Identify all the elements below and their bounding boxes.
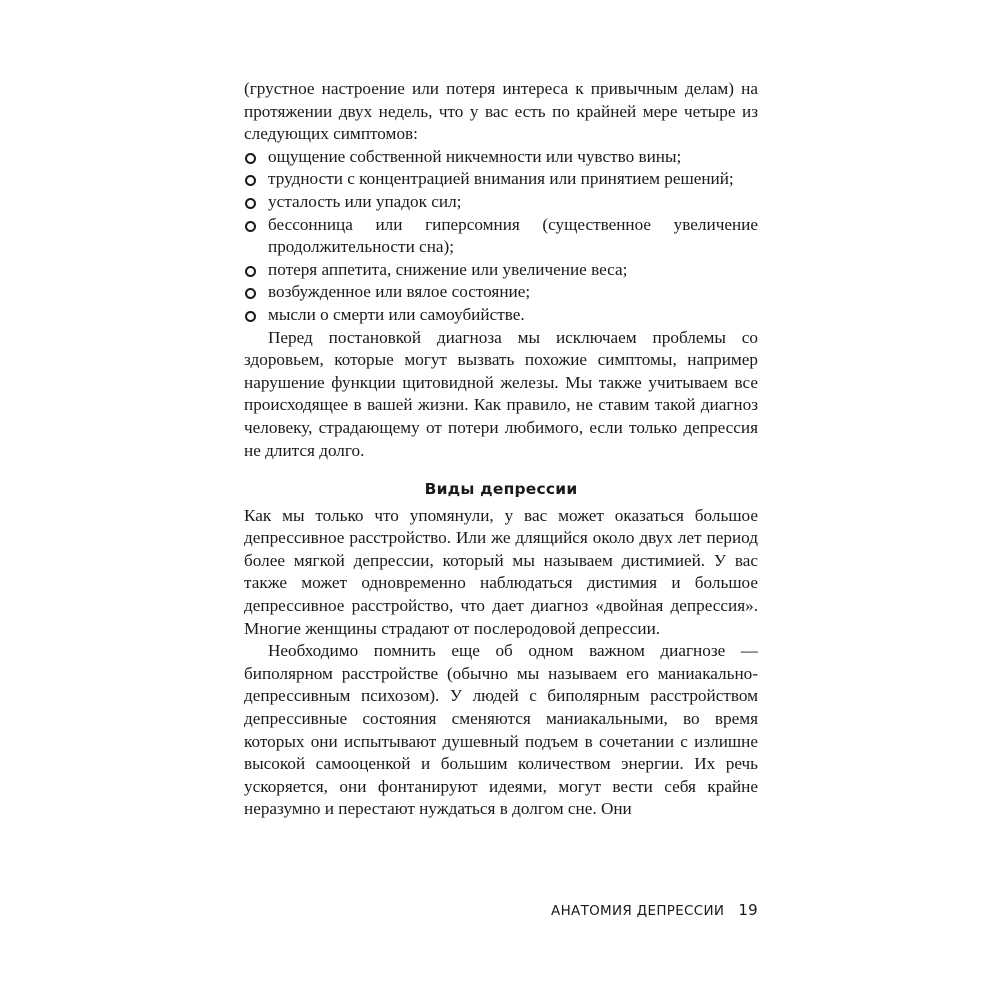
page-number: 19 [738, 901, 758, 919]
types-paragraph: Как мы только что упомянули, у вас может оказаться большое депрессивное расстройство. Или же длящийся около двух лет период более мягкой депрессии, который мы называем дистимией. У вас также может одновременно наблюдаться дистимия и большое депрессивное расстройство, что дает диагноз «двойная депрессия». Многие женщины страдают от послеродовой депрессии. [244, 505, 758, 638]
list-item-text: трудности с концентрацией внимания или принятием решений; [268, 169, 734, 189]
intro-paragraph: (грустное настроение или потеря интереса к привычным делам) на протяжении двух недель, что у вас есть по крайней мере четыре из следующих симптомов: [244, 79, 758, 144]
list-item-text: усталость или упадок сил; [268, 191, 462, 211]
list-item [244, 281, 758, 304]
list-item [244, 214, 758, 259]
list-item [244, 259, 758, 282]
list-item [244, 168, 758, 191]
list-item [244, 304, 758, 327]
list-item [244, 191, 758, 214]
circle-bullet-icon [245, 153, 256, 164]
list-item-text: мысли о смерти или самоубийстве. [268, 304, 525, 324]
diagnosis-paragraph: Перед постановкой диагноза мы исключаем проблемы со здоровьем, которые могут вызвать похожие симптомы, например нарушение функции щитовидной железы. Мы также учитываем все происходящее в вашей жизни. Как правило, не ставим такой диагноз человеку, страдающему от потери любимого, если только депрессия не длится долго. [244, 327, 758, 460]
symptom-list [244, 146, 758, 327]
circle-bullet-icon [245, 221, 256, 232]
list-item-text: возбужденное или вялое состояние; [268, 282, 531, 302]
circle-bullet-icon [245, 288, 256, 299]
running-title: АНАТОМИЯ ДЕПРЕССИИ [551, 903, 725, 919]
body-text [244, 78, 758, 821]
list-item-text: потеря аппетита, снижение или увеличение веса; [268, 259, 628, 279]
circle-bullet-icon [245, 311, 256, 322]
section-heading: Виды депрессии [424, 480, 578, 499]
list-item-text: бессонница или гиперсомния (существенное увеличение продолжительности сна); [268, 214, 758, 257]
list-item [244, 146, 758, 169]
list-item-text: ощущение собственной никчемности или чувство вины; [268, 146, 682, 166]
page-footer [244, 901, 758, 919]
circle-bullet-icon [245, 175, 256, 186]
bipolar-paragraph: Необходимо помнить еще об одном важном диагнозе — биполярном расстройстве (обычно мы называем его маниакально-депрессивным психозом). У людей с биполярным расстройством депрессивные состояния сменяются маниакальными, во время которых они испытывают душевный подъем в сочетании с излишне высокой самооценкой и большим количеством энергии. Их речь ускоряется, они фонтанируют идеями, могут вести себя крайне неразумно и перестают нуждаться в долгом сне. Они [244, 641, 758, 819]
circle-bullet-icon [245, 198, 256, 209]
circle-bullet-icon [245, 266, 256, 277]
